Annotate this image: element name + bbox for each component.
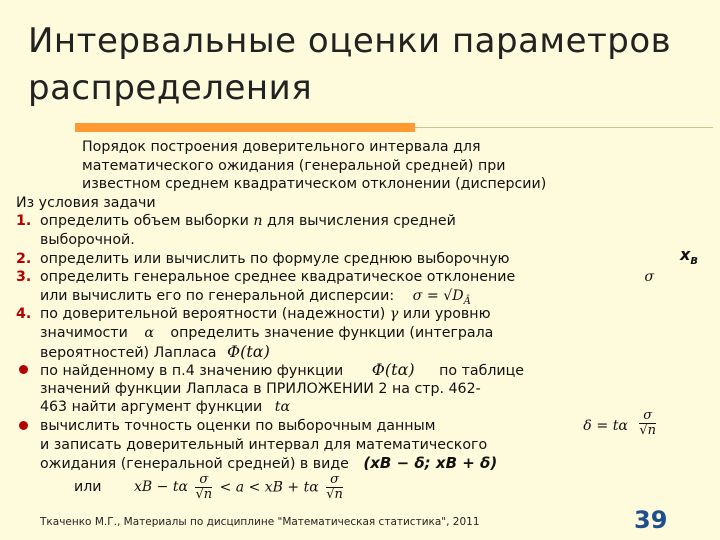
laplace-function-formula: Φ(tα)	[227, 341, 270, 361]
step-4-marker: 4.	[16, 306, 32, 323]
sigma-symbol: σ	[644, 269, 654, 286]
step-4-text-d: определить значение функции (интеграла	[170, 324, 494, 341]
bullet-2-text-b: и записать доверительный интервал для математического	[40, 436, 488, 453]
final-formula-line	[16, 471, 706, 502]
bullet-1-text-b: по таблице	[439, 363, 525, 380]
step-4-text-c: значимости	[40, 324, 128, 341]
step-4-cont-2	[16, 343, 706, 362]
final-formula-mid: < a < xB + tα	[219, 479, 319, 496]
final-formula-left: xB − tα	[134, 479, 188, 496]
slide-footer: Ткаченко М.Г., Материалы по дисциплине "Математическая статистика", 2011	[40, 516, 480, 528]
slide-body	[16, 138, 706, 502]
step-4-text-e: вероятностей) Лапласа	[40, 344, 217, 361]
step-2-marker: 2.	[16, 250, 32, 267]
sigma-formula: $\sigma = √D_Â$	[412, 287, 471, 307]
step-3-cont	[16, 287, 706, 306]
step-3-marker: 3.	[16, 269, 32, 286]
final-fraction-left: $\frac{\sigma}{√n}$	[195, 471, 213, 502]
final-fraction-right: $\frac{\sigma}{√n}$	[326, 471, 343, 502]
bullet-1-cont-2	[16, 398, 706, 417]
bullet-2-marker	[19, 421, 28, 430]
bullet-2-cont-1	[16, 436, 706, 455]
precision-fraction: $\frac{\sigma}{√n}$	[639, 407, 656, 438]
precision-formula: δ = tα	[583, 417, 628, 434]
slide-title	[28, 18, 708, 112]
bullet-1-text-a: по найденному в п.4 значению функции	[40, 363, 344, 380]
step-1	[16, 212, 706, 231]
bullet-2-text-c: ожидания (генеральной средней) в виде	[40, 456, 349, 473]
bullet-1	[16, 361, 706, 380]
intro-line-1: Порядок построения доверительного интервала для	[82, 139, 481, 155]
step-4-text-a: по доверительной вероятности (надежности)	[40, 306, 386, 323]
step-3	[16, 268, 706, 287]
title-accent-bar	[75, 123, 415, 132]
bullet-2-cont-2	[16, 454, 706, 473]
step-1-marker: 1.	[16, 213, 32, 230]
or-label: или	[74, 479, 102, 496]
step-4	[16, 305, 706, 324]
step-1-text-b: для вычисления средней	[267, 213, 456, 230]
step-1-text-c: выборочной.	[40, 231, 135, 248]
gamma-symbol: γ	[389, 306, 399, 323]
step-2-text: определить или вычислить по формуле среднюю выборочную	[40, 250, 510, 267]
t-alpha-symbol: tα	[274, 399, 291, 416]
bullet-2-text-a: вычислить точность оценки по выборочным данным	[40, 417, 436, 434]
step-1-text-a: определить объем выборки	[40, 213, 249, 230]
sample-mean-symbol: $x_B$	[680, 244, 698, 267]
bullet-1-cont-1	[16, 380, 706, 399]
slide-title-line-2: распределения	[28, 68, 313, 108]
bullet-1-text-c: значений функции Лапласа в ПРИЛОЖЕНИИ 2 на стр. 462-	[40, 380, 481, 397]
laplace-function-formula-2: Φ(tα)	[371, 360, 415, 380]
step-1-cont	[16, 231, 706, 250]
confidence-interval-formula: (xB − δ; xB + δ)	[363, 454, 498, 473]
step-2	[16, 244, 706, 269]
page-number: 39	[634, 506, 668, 534]
alpha-symbol: α	[144, 324, 154, 341]
step-4-cont-1	[16, 324, 706, 343]
sample-size-symbol: n	[253, 213, 263, 230]
intro-line-3: известном среднем квадратическом отклонении (дисперсии)	[82, 176, 547, 193]
bullet-1-text-d: 463 найти аргумент функции	[40, 399, 263, 416]
step-3-text-b: или вычислить его по генеральной дисперсии:	[40, 287, 395, 304]
step-4-text-b: или уровню	[402, 306, 491, 323]
given-label: Из условия задачи	[16, 194, 156, 211]
intro-line-2: математического ожидания (генеральной средней) при	[82, 157, 506, 174]
slide-title-line-1: Интервальные оценки параметров	[28, 21, 672, 61]
step-3-text-a: определить генеральное среднее квадратическое отклонение	[40, 269, 516, 286]
title-underline-rule	[415, 127, 713, 128]
